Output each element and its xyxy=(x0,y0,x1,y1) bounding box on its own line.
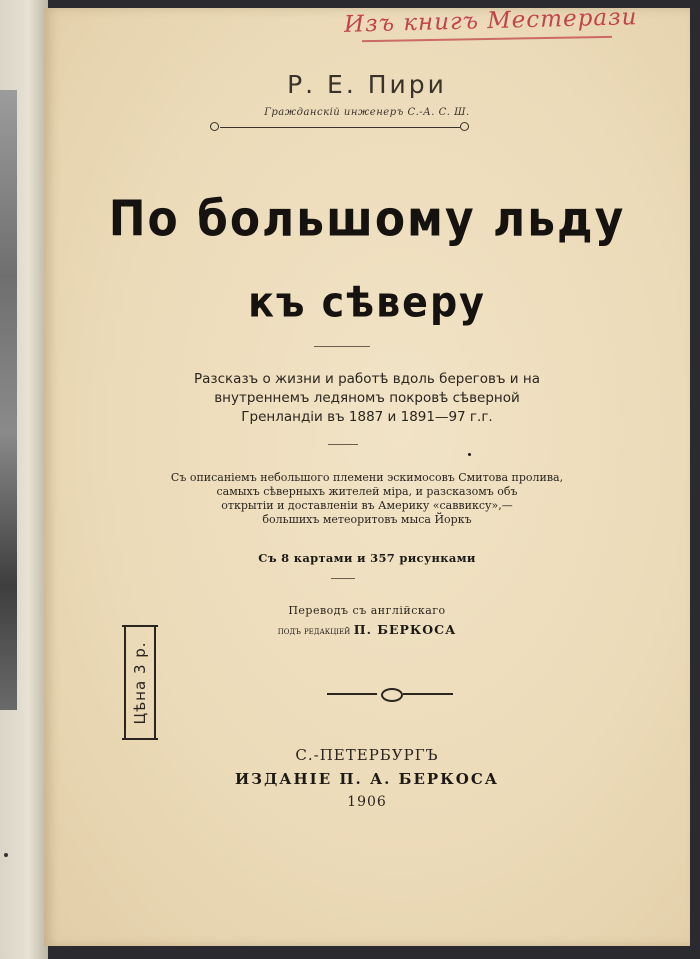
price-text: Цѣна 3 р. xyxy=(131,640,149,725)
print-speck xyxy=(468,453,471,456)
translation-note: Переводъ съ англiйскаго xyxy=(288,604,446,617)
description-line: внутреннемъ ледяномъ покровѣ сѣверной xyxy=(214,390,520,406)
details-block xyxy=(44,471,690,527)
description-divider xyxy=(328,444,358,445)
maps-and-illustrations-note: Съ 8 картами и 357 рисунками xyxy=(258,551,476,565)
editor-name: П. БЕРКОСА xyxy=(353,622,457,637)
facing-page-illustration xyxy=(0,90,17,710)
details-line: самыхъ сѣверныхъ жителей мiра, и разсказомъ объ xyxy=(216,485,518,498)
book-title-line-1: По большому льду xyxy=(108,190,626,249)
publication-year: 1906 xyxy=(347,794,387,810)
author-name: Р. Е. Пири xyxy=(287,70,447,99)
decorative-ornament xyxy=(327,687,453,701)
author-rule-left-dot xyxy=(210,122,219,131)
details-line: Съ описанiемъ небольшого племени эскимосовъ Смитова пролива, xyxy=(170,471,564,484)
facing-page xyxy=(0,0,48,959)
details-line: большихъ метеоритовъ мыса Йоркъ xyxy=(262,513,472,526)
author-rule xyxy=(220,127,460,128)
title-divider xyxy=(314,346,370,347)
price-stamp xyxy=(124,625,156,740)
description-line: Разсказъ о жизни и работѣ вдоль береговъ и на xyxy=(194,371,540,387)
handwritten-inscription: Изъ книгъ Местерази xyxy=(343,4,638,38)
book-title-line-2: къ сѣверу xyxy=(248,277,486,327)
description-line: Гренландiи въ 1887 и 1891—97 г.г. xyxy=(241,409,493,425)
author-subtitle: Гражданскiй инженеръ С.-А. С. Ш. xyxy=(264,107,470,118)
author-rule-right-dot xyxy=(460,122,469,131)
facing-page-mark xyxy=(4,853,8,857)
maps-divider xyxy=(331,578,355,579)
title-page xyxy=(44,4,690,946)
publication-city: С.-ПЕТЕРБУРГЪ xyxy=(295,746,439,764)
description-block xyxy=(44,370,690,427)
publisher-name: ИЗДАНIЕ П. А. БЕРКОСА xyxy=(234,770,500,788)
inscription-underline xyxy=(362,36,612,42)
details-line: открытiи и доставленiи въ Америку «саввиксу»,— xyxy=(221,499,513,512)
edited-by-label: подъ редакцiей xyxy=(277,626,351,637)
